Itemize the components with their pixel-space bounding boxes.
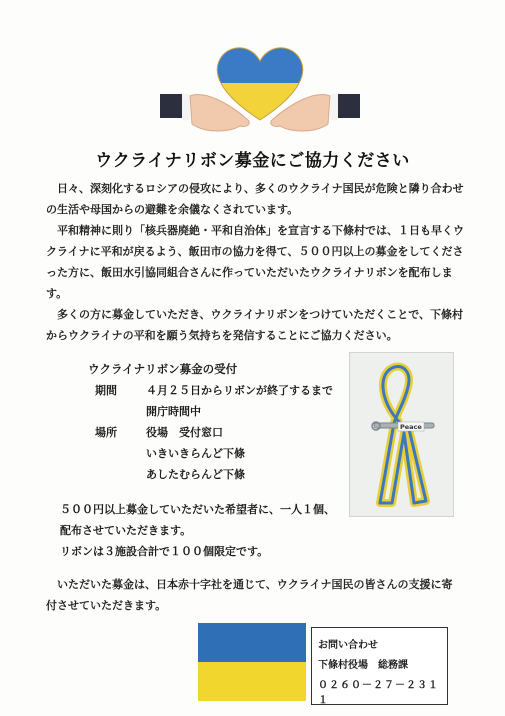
intro-paragraph: 日々、深刻化するロシアの侵攻により、多くのウクライナ国民が危険と隣り合わせの生活や母国からの避難を余儀なくされています。	[46, 182, 464, 216]
ukraine-ribbon-icon	[350, 353, 453, 516]
reception-heading: ウクライナリボン募金の受付	[88, 362, 238, 376]
peace-badge: Peace	[400, 423, 422, 431]
contact-office: 下條村役場 総務課	[318, 660, 408, 671]
period-value: ４月２５日からリボンが終了するまで	[146, 384, 333, 397]
contact-box	[311, 627, 448, 705]
place-label: 場所	[95, 426, 117, 439]
heart-hands-illustration	[160, 28, 360, 158]
flag-yellow-stripe	[198, 662, 306, 701]
contact-phone: ０２６０－２７－２３１１	[318, 680, 439, 706]
place-value-ikiiki: いきいきらんど下條	[146, 447, 245, 460]
request-paragraph: 多くの方に募金していただき、ウクライナリボンをつけていただくことで、下條村からウクライナの平和を願う気持ちを発信することにご協力ください。	[46, 308, 464, 342]
distribution-note-cont: 配布させていただきます。	[60, 524, 192, 537]
ribbon-photo	[349, 352, 454, 517]
closing-paragraph: いただいた募金は、日本赤十字社を通じて、ウクライナ国民の皆さんの支援に寄付させていただきます。	[46, 578, 453, 612]
limit-note: リボンは３施設合計で１００個限定です。	[60, 545, 269, 558]
declaration-paragraph: 平和精神に則り「核兵器廃絶・平和自治体」を宣言する下條村では、１日も早くウクライナに平和が戻るよう、飯田市の協力を得て、５００円以上の募金をしてくださった方に、飯田水引協同組合さんに作っていただいたウクライナリボンを配布します。	[46, 224, 464, 300]
distribution-note: ５００円以上募金していただいた希望者に、一人１個、	[60, 503, 335, 516]
page-title: ウクライナリボン募金にご協力ください	[95, 151, 410, 171]
flag-blue-stripe	[198, 623, 306, 662]
ukraine-flag	[198, 623, 306, 701]
contact-heading: お問い合わせ	[318, 640, 378, 651]
place-value-ashita: あしたむらんど下條	[146, 468, 245, 481]
place-value-office: 役場 受付窓口	[146, 426, 223, 439]
period-hours: 開庁時間中	[146, 405, 201, 418]
period-label: 期間	[95, 384, 117, 397]
